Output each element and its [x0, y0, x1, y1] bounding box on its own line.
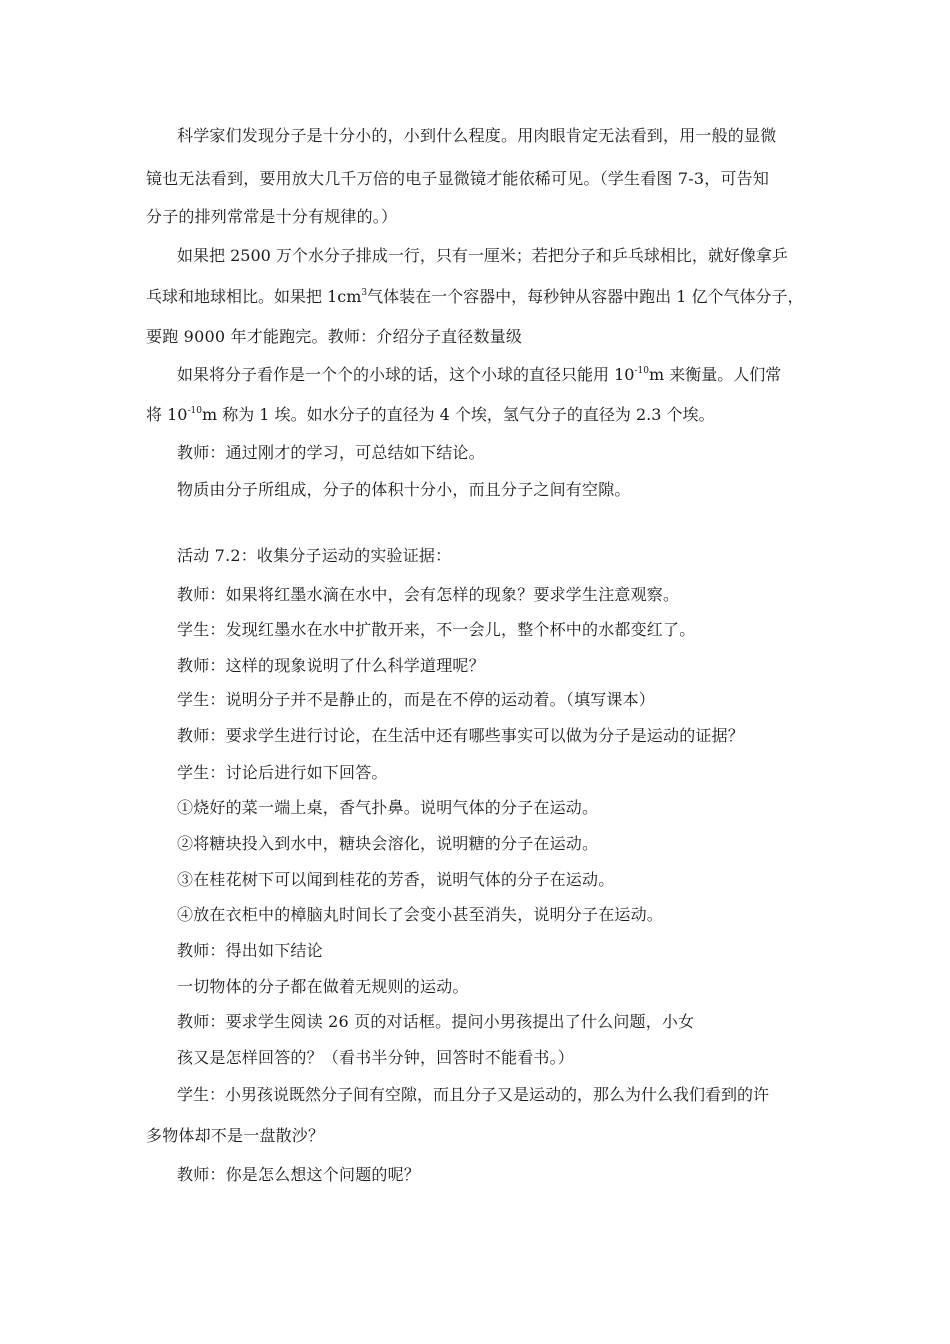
paragraph-2-line-3: 要跑 9000 年才能跑完。教师：介绍分子直径数量级 [146, 327, 523, 346]
paragraph-3-line-1-text-a: 如果将分子看作是一个个的小球的话，这个小球的直径只能用 10 [177, 365, 635, 384]
paragraph-2-line-2 [146, 287, 804, 307]
paragraph-1-line-1: 科学家们发现分子是十分小的，小到什么程度。用肉眼肯定无法看到，用一般的显微 [177, 126, 777, 145]
list-item-4: ④放在衣柜中的樟脑丸时间长了会变小甚至消失，说明分子在运动。 [177, 905, 664, 924]
paragraph-3-line-2 [146, 405, 715, 425]
paragraph-2-line-2-text-a: 乓球和地球相比。如果把 1cm [146, 287, 362, 306]
activity-line-5: 教师：要求学生进行讨论，在生活中还有哪些事实可以做为分子是运动的证据？ [177, 726, 745, 745]
paragraph-1-line-3: 分子的排列常常是十分有规律的。） [146, 207, 398, 226]
cubic-superscript: 3 [361, 288, 368, 298]
exponent-superscript: -10 [634, 366, 649, 376]
activity-line-9: 教师：要求学生阅读 26 页的对话框。提问小男孩提出了什么问题，小女 [177, 1012, 695, 1031]
activity-title: 活动 7.2：收集分子运动的实验证据： [177, 546, 452, 565]
activity-line-7: 教师：得出如下结论 [177, 941, 323, 960]
activity-line-4: 学生：说明分子并不是静止的，而是在不停的运动着。（填写课本） [177, 690, 656, 709]
activity-line-1: 教师：如果将红墨水滴在水中，会有怎样的现象？要求学生注意观察。 [177, 585, 680, 604]
paragraph-3-line-1 [177, 365, 781, 385]
activity-line-11: 学生：小男孩说既然分子间有空隙，而且分子又是运动的，那么为什么我们看到的许 [177, 1085, 770, 1104]
paragraph-3-line-1-text-b: m 来衡量。人们常 [648, 365, 782, 384]
paragraph-2-line-2-text-b: 气体装在一个容器中，每秒钟从容器中跑出 1 亿个气体分子， [367, 287, 804, 306]
list-item-1: ①烧好的菜一端上桌，香气扑鼻。说明气体的分子在运动。 [177, 798, 599, 817]
paragraph-3-line-2-text-b: m 称为 1 埃。如水分子的直径为 4 个埃，氢气分子的直径为 2.3 个埃。 [201, 405, 715, 424]
list-item-2: ②将糖块投入到水中，糖块会溶化，说明糖的分子在运动。 [177, 834, 599, 853]
paragraph-1-line-2: 镜也无法看到，要用放大几千万倍的电子显微镜才能依稀可见。（学生看图 7-3，可告知 [146, 169, 770, 188]
activity-line-13: 教师：你是怎么想这个问题的呢？ [177, 1165, 421, 1184]
activity-line-8: 一切物体的分子都在做着无规则的运动。 [177, 977, 469, 996]
activity-line-2: 学生：发现红墨水在水中扩散开来，不一会儿，整个杯中的水都变红了。 [177, 620, 696, 639]
paragraph-5: 物质由分子所组成，分子的体积十分小，而且分子之间有空隙。 [177, 480, 631, 499]
activity-line-3: 教师：这样的现象说明了什么科学道理呢？ [177, 656, 485, 675]
list-item-3: ③在桂花树下可以闻到桂花的芳香，说明气体的分子在运动。 [177, 870, 615, 889]
activity-line-6: 学生：讨论后进行如下回答。 [177, 763, 388, 782]
paragraph-2-line-1: 如果把 2500 万个水分子排成一行，只有一厘米；若把分子和乒乓球相比，就好像拿乒 [177, 246, 788, 265]
exponent-superscript: -10 [187, 406, 202, 416]
activity-line-12: 多物体却不是一盘散沙？ [146, 1126, 325, 1145]
paragraph-3-line-2-text-a: 将 10 [146, 405, 188, 424]
paragraph-4: 教师：通过刚才的学习，可总结如下结论。 [177, 443, 485, 462]
activity-line-10: 孩又是怎样回答的？（看书半分钟，回答时不能看书。） [177, 1048, 575, 1067]
